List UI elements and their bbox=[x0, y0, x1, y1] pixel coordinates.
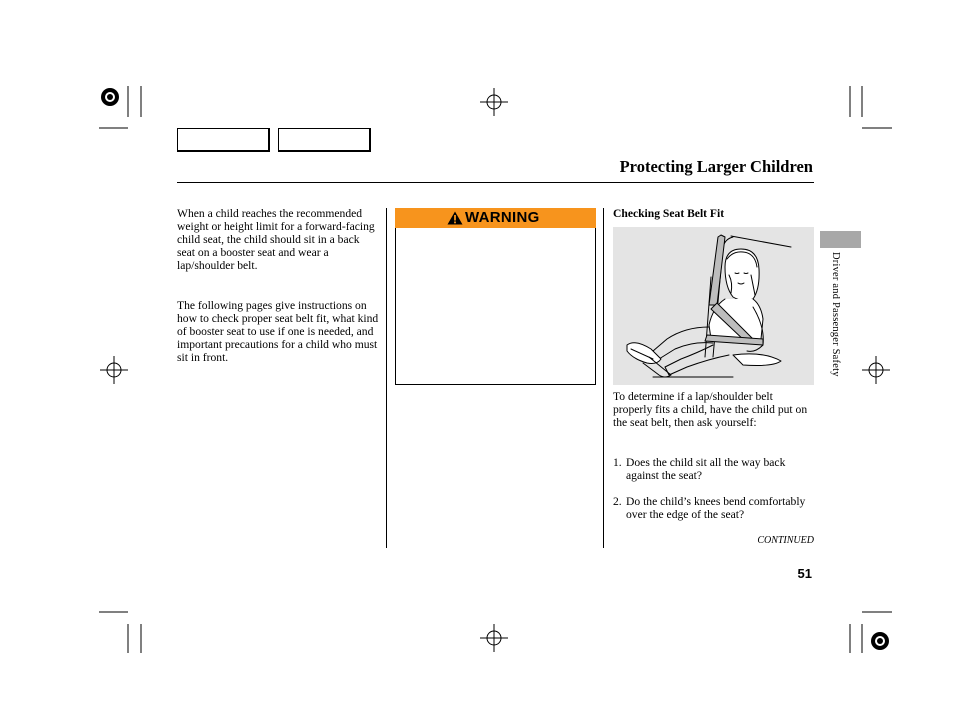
nav-box-2[interactable] bbox=[278, 128, 371, 152]
seat-belt-illustration bbox=[613, 227, 814, 385]
instructions-paragraph: The following pages give instructions on how to check proper seat belt fit, what kind of booster seat to use if one is needed, and important precautions for a child who must sit in front. bbox=[177, 299, 379, 365]
intro-paragraph: When a child reaches the recommended weight or height limit for a forward-facing child seat, the child should sit in a back seat on a booster seat and wear a lap/shoulder belt. bbox=[177, 207, 375, 273]
child-in-seat-belt-drawing bbox=[613, 227, 814, 385]
nav-box-1[interactable] bbox=[177, 128, 270, 152]
checklist-number: 2. bbox=[613, 495, 622, 508]
page-number: 51 bbox=[797, 566, 812, 581]
checklist-item bbox=[613, 495, 813, 521]
section-tab[interactable] bbox=[820, 231, 861, 248]
warning-label: WARNING bbox=[465, 209, 540, 226]
column-divider-right bbox=[603, 208, 604, 548]
header-rule bbox=[177, 182, 814, 183]
page-title: Protecting Larger Children bbox=[619, 157, 813, 176]
checklist-text: Do the child’s knees bend comfortably over the edge of the seat? bbox=[626, 495, 806, 522]
checklist-item bbox=[613, 456, 813, 482]
warning-header bbox=[395, 208, 596, 228]
column-divider-left bbox=[386, 208, 387, 548]
warning-box bbox=[395, 228, 596, 385]
warning-triangle-icon bbox=[447, 211, 463, 225]
belt-fit-intro: To determine if a lap/shoulder belt properly fits a child, have the child put on the seat belt, then ask yourself: bbox=[613, 390, 808, 430]
checklist-number: 1. bbox=[613, 456, 622, 469]
section-heading: Checking Seat Belt Fit bbox=[613, 207, 725, 220]
checklist-text: Does the child sit all the way back against the seat? bbox=[626, 456, 786, 483]
continued-label: CONTINUED bbox=[757, 535, 814, 546]
section-tab-label: Driver and Passenger Safety bbox=[830, 252, 841, 377]
